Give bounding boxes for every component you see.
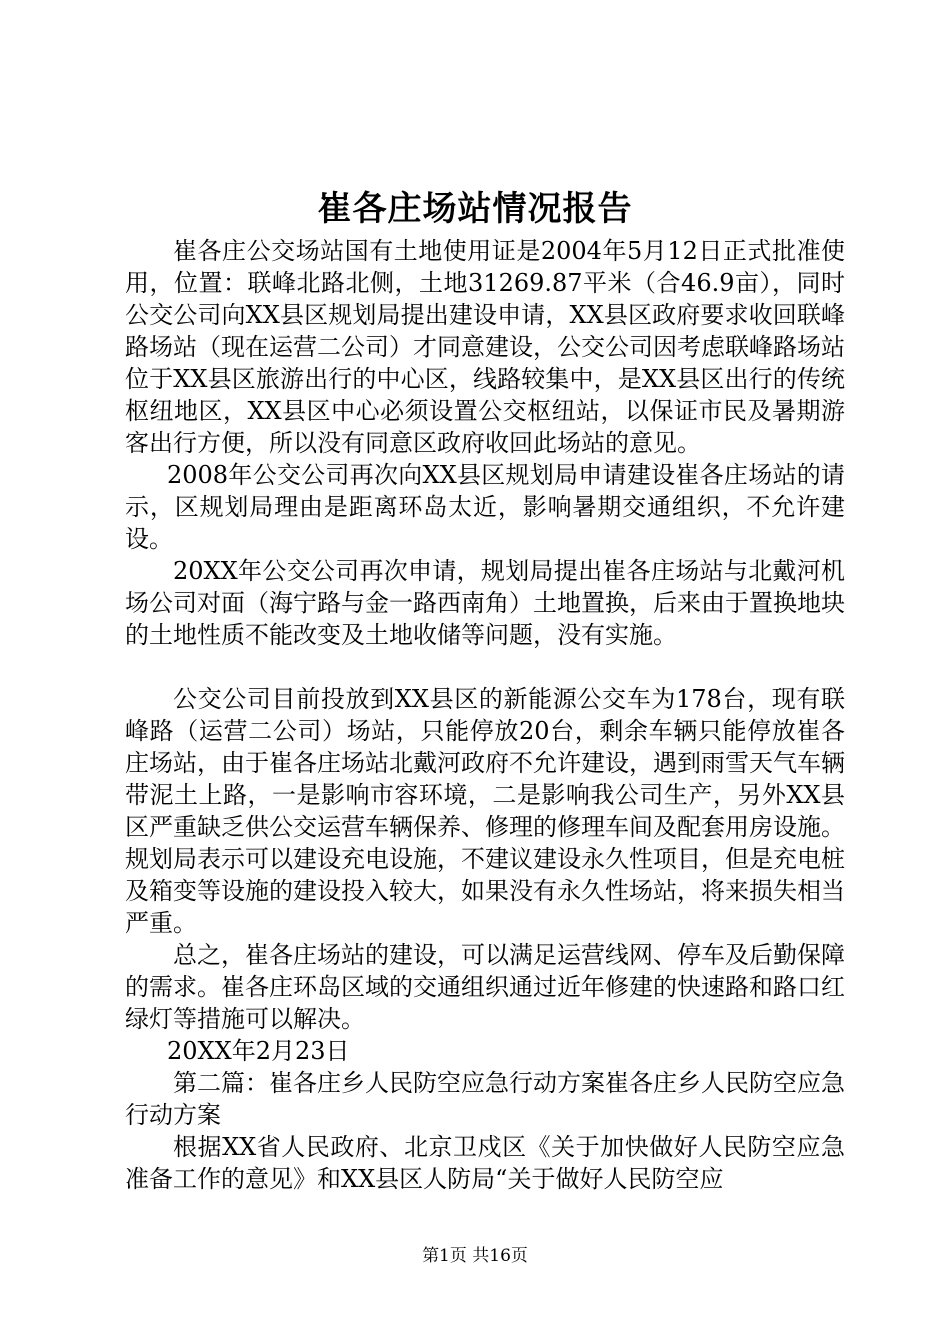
paragraph-new-energy-buses: 公交公司目前投放到XX县区的新能源公交车为178台，现有联峰路（运营二公司）场站，只能停放20台，剩余车辆只能停放崔各庄场站，由于崔各庄场站北戴河政府不允许建设，遇到雨雪天气车辆带泥土上路，一是影响市容环境，二是影响我公司生产，另外XX县区严重缺乏供公交运营车辆保养、修理的修理车间及配套用房设施。规划局表示可以建设充电设施，不建议建设永久性项目，但是充电桩及箱变等设施的建设投入较大，如果没有永久性场站，将来损失相当严重。 — [125, 685, 845, 937]
document-body — [125, 235, 845, 1195]
page-footer: 第1页 共16页 — [422, 1246, 528, 1266]
paragraph-conclusion: 总之，崔各庄场站的建设，可以满足运营线网、停车及后勤保障的需求。崔各庄环岛区域的交通组织通过近年修建的快速路和路口红绿灯等措施可以解决。 — [125, 941, 845, 1033]
document-date: 20XX年2月23日 — [167, 1037, 350, 1065]
paragraph-land-certificate: 崔各庄公交场站国有土地使用证是2004年5月12日正式批准使用，位置：联峰北路北侧，土地31269.87平米（合46.9亩），同时公交公司向XX县区规划局提出建设申请，XX县区政府要求收回联峰路场站（现在运营二公司）才同意建设，公交公司因考虑联峰路场站位于XX县区旅游出行的中心区，线路较集中，是XX县区出行的传统枢纽地区，XX县区中心必须设置公交枢纽站，以保证市民及暑期游客出行方便，所以没有同意区政府收回此场站的意见。 — [125, 237, 845, 457]
section-two-heading: 第二篇：崔各庄乡人民防空应急行动方案崔各庄乡人民防空应急行动方案 — [125, 1069, 845, 1129]
document-title: 崔各庄场站情况报告 — [317, 189, 633, 229]
blank-line — [125, 651, 845, 683]
paragraph-2008-request: 2008年公交公司再次向XX县区规划局申请建设崔各庄场站的请示，区规划局理由是距离环岛太近，影响暑期交通组织，不允许建设。 — [125, 461, 845, 553]
paragraph-20xx-application: 20XX年公交公司再次申请，规划局提出崔各庄场站与北戴河机场公司对面（海宁路与金一路西南角）土地置换，后来由于置换地块的土地性质不能改变及土地收储等问题，没有实施。 — [125, 557, 845, 649]
paragraph-civil-defense-basis: 根据XX省人民政府、北京卫戍区《关于加快做好人民防空应急准备工作的意见》和XX县区人防局“关于做好人民防空应 — [125, 1133, 845, 1193]
